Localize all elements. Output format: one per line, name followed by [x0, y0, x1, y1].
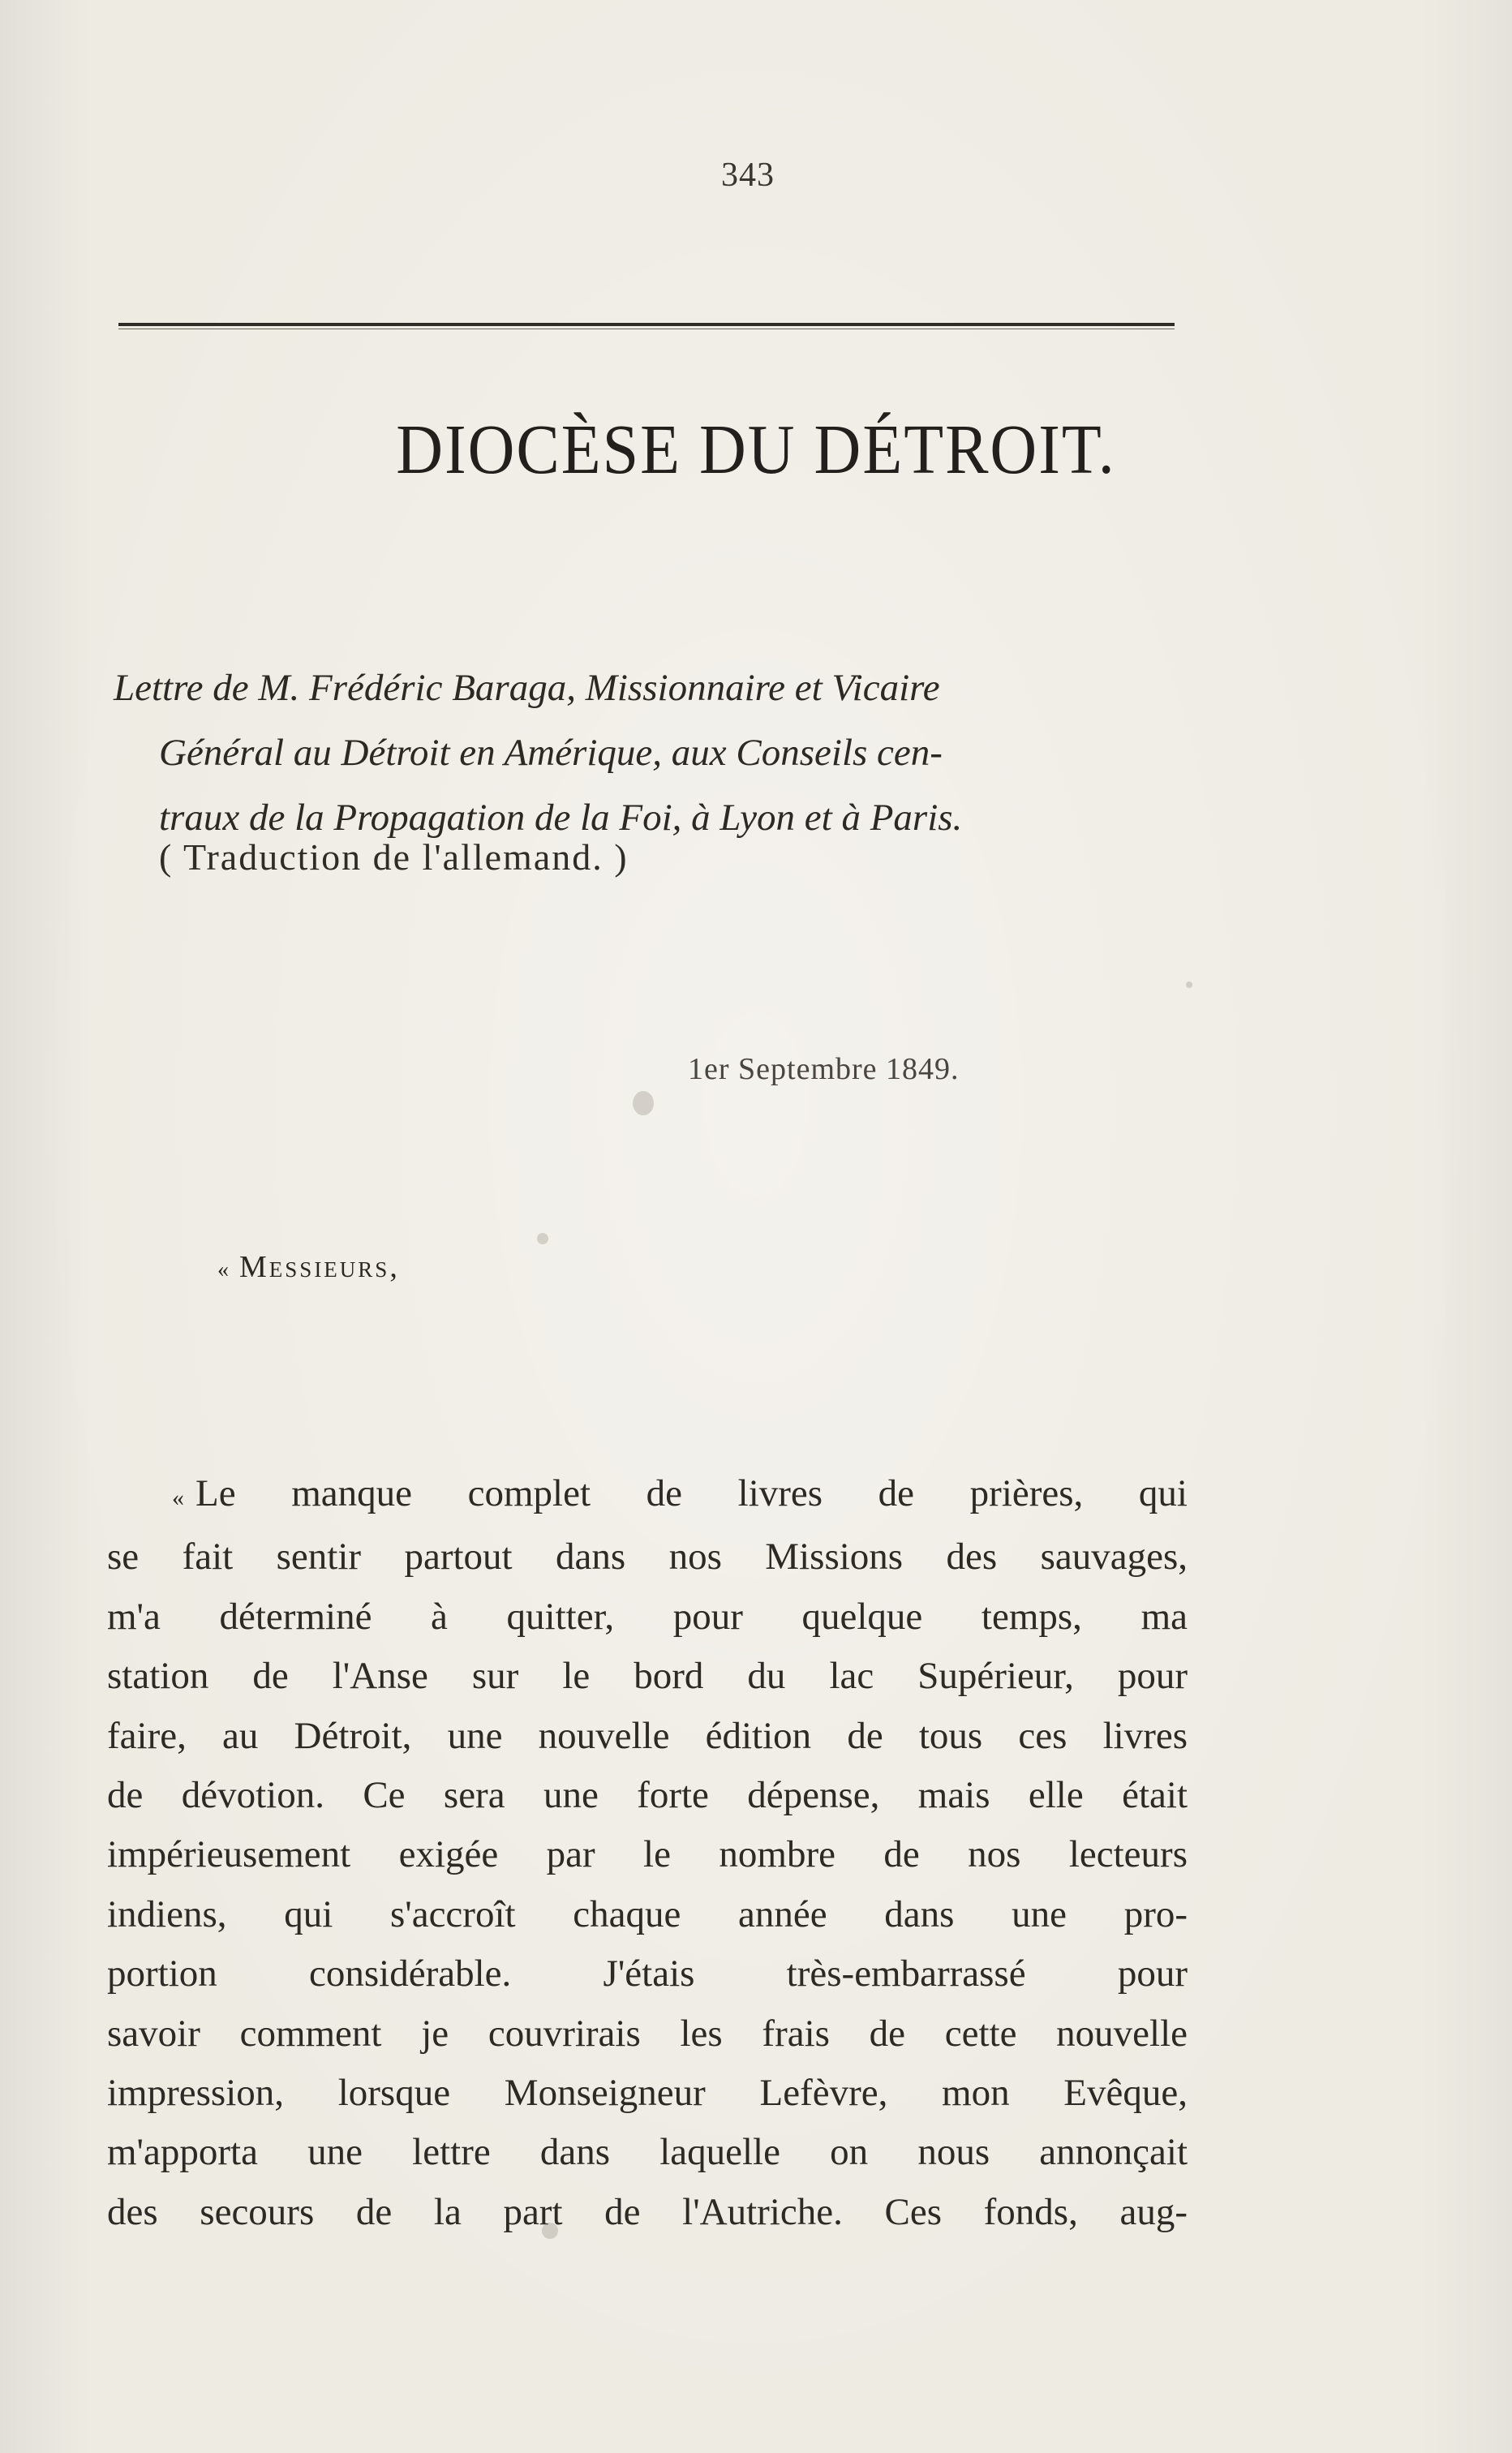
header-rule — [118, 323, 1175, 326]
letter-title — [114, 655, 1192, 850]
letter-title-line: Général au Détroit en Amérique, aux Conseils cen- — [159, 732, 943, 774]
page-number: 343 — [721, 157, 775, 194]
translation-note: ( Traduction de l'allemand. ) — [159, 836, 629, 878]
paper-speck — [633, 1091, 654, 1115]
body-line: portion considérable. J'étais très-embarrassé pour — [107, 1953, 1188, 1995]
body-line: se fait sentir partout dans nos Missions des sauvages, — [107, 1536, 1188, 1579]
paper-speck — [537, 1233, 548, 1244]
letter-date: 1er Septembre 1849. — [688, 1052, 960, 1086]
body-line: de dévotion. Ce sera une forte dépense, mais elle était — [107, 1774, 1188, 1817]
body-line: impérieusement exigée par le nombre de nos lecteurs — [107, 1833, 1188, 1876]
quote-mark: « — [217, 1257, 231, 1282]
section-heading: DIOCÈSE DU DÉTROIT. — [396, 411, 1116, 489]
salutation-text: Messieurs, — [239, 1250, 400, 1284]
quote-mark: « — [172, 1484, 184, 1511]
body-line: des secours de la part de l'Autriche. Ces fonds, aug- — [107, 2190, 1188, 2233]
body-line: indiens, qui s'accroît chaque année dans une pro- — [107, 1892, 1188, 1935]
paper-speck — [542, 2223, 558, 2239]
letter-title-line: Lettre de M. Frédéric Baraga, Missionnaire et Vicaire — [114, 667, 940, 709]
letter-body — [107, 1464, 1188, 2242]
letter-title-line: traux de la Propagation de la Foi, à Lyon et à Paris. — [159, 797, 963, 839]
body-line: savoir comment je couvrirais les frais de cette nouvelle — [107, 2012, 1188, 2055]
body-line: impression, lorsque Monseigneur Lefèvre, mon Evêque, — [107, 2072, 1188, 2115]
body-line: station de l'Anse sur le bord du lac Supérieur, pour — [107, 1655, 1188, 1698]
body-line: faire, au Détroit, une nouvelle édition de tous ces livres — [107, 1714, 1188, 1757]
body-line-text: Le manque complet de livres de prières, qui — [195, 1472, 1188, 1514]
salutation — [217, 1249, 400, 1285]
paper-speck — [1186, 982, 1192, 988]
body-line: m'apporta une lettre dans laquelle on nous annonçait — [107, 2131, 1188, 2174]
body-line — [107, 1464, 1188, 1527]
body-line: m'a déterminé à quitter, pour quelque temps, ma — [107, 1595, 1188, 1638]
